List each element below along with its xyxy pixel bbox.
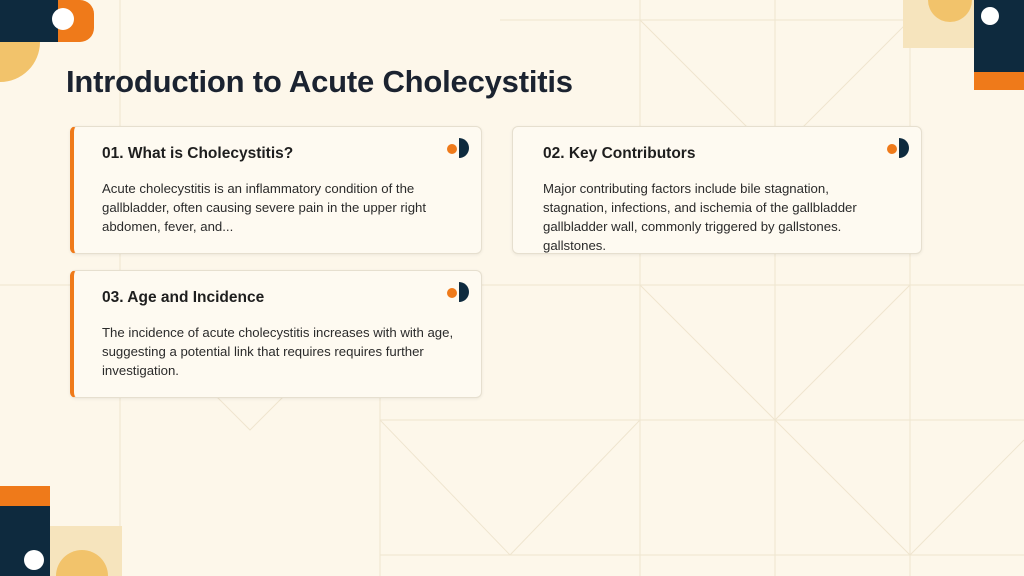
corner-decoration-top-right (900, 0, 1024, 92)
card-title: 01. What is Cholecystitis? (102, 145, 294, 162)
half-circle-dot-icon (885, 137, 911, 159)
info-card-what-is (70, 126, 482, 254)
card-text: The incidence of acute cholecystitis increases with with age, suggesting a potential link that requires requires further investigation. (102, 325, 454, 378)
page-title: Introduction to Acute Cholecystitis (66, 64, 573, 99)
info-card-age-incidence (70, 270, 482, 398)
card-title: 02. Key Contributors (543, 145, 696, 162)
info-card-key-contributors (512, 126, 922, 254)
half-circle-dot-icon (445, 137, 471, 159)
card-text: Major contributing factors include bile stagnation, stagnation, infections, and ischemia of the gallbladder gallbladder wall, commonly triggered by gallstones. gallstones. (543, 181, 857, 253)
card-title: 03. Age and Incidence (102, 289, 265, 306)
card-text: Acute cholecystitis is an inflammatory condition of the gallbladder, often causing severe pain in the upper right abdomen, fever, and... (102, 181, 427, 234)
half-circle-dot-icon (445, 281, 471, 303)
corner-decoration-bottom-left (0, 486, 124, 576)
